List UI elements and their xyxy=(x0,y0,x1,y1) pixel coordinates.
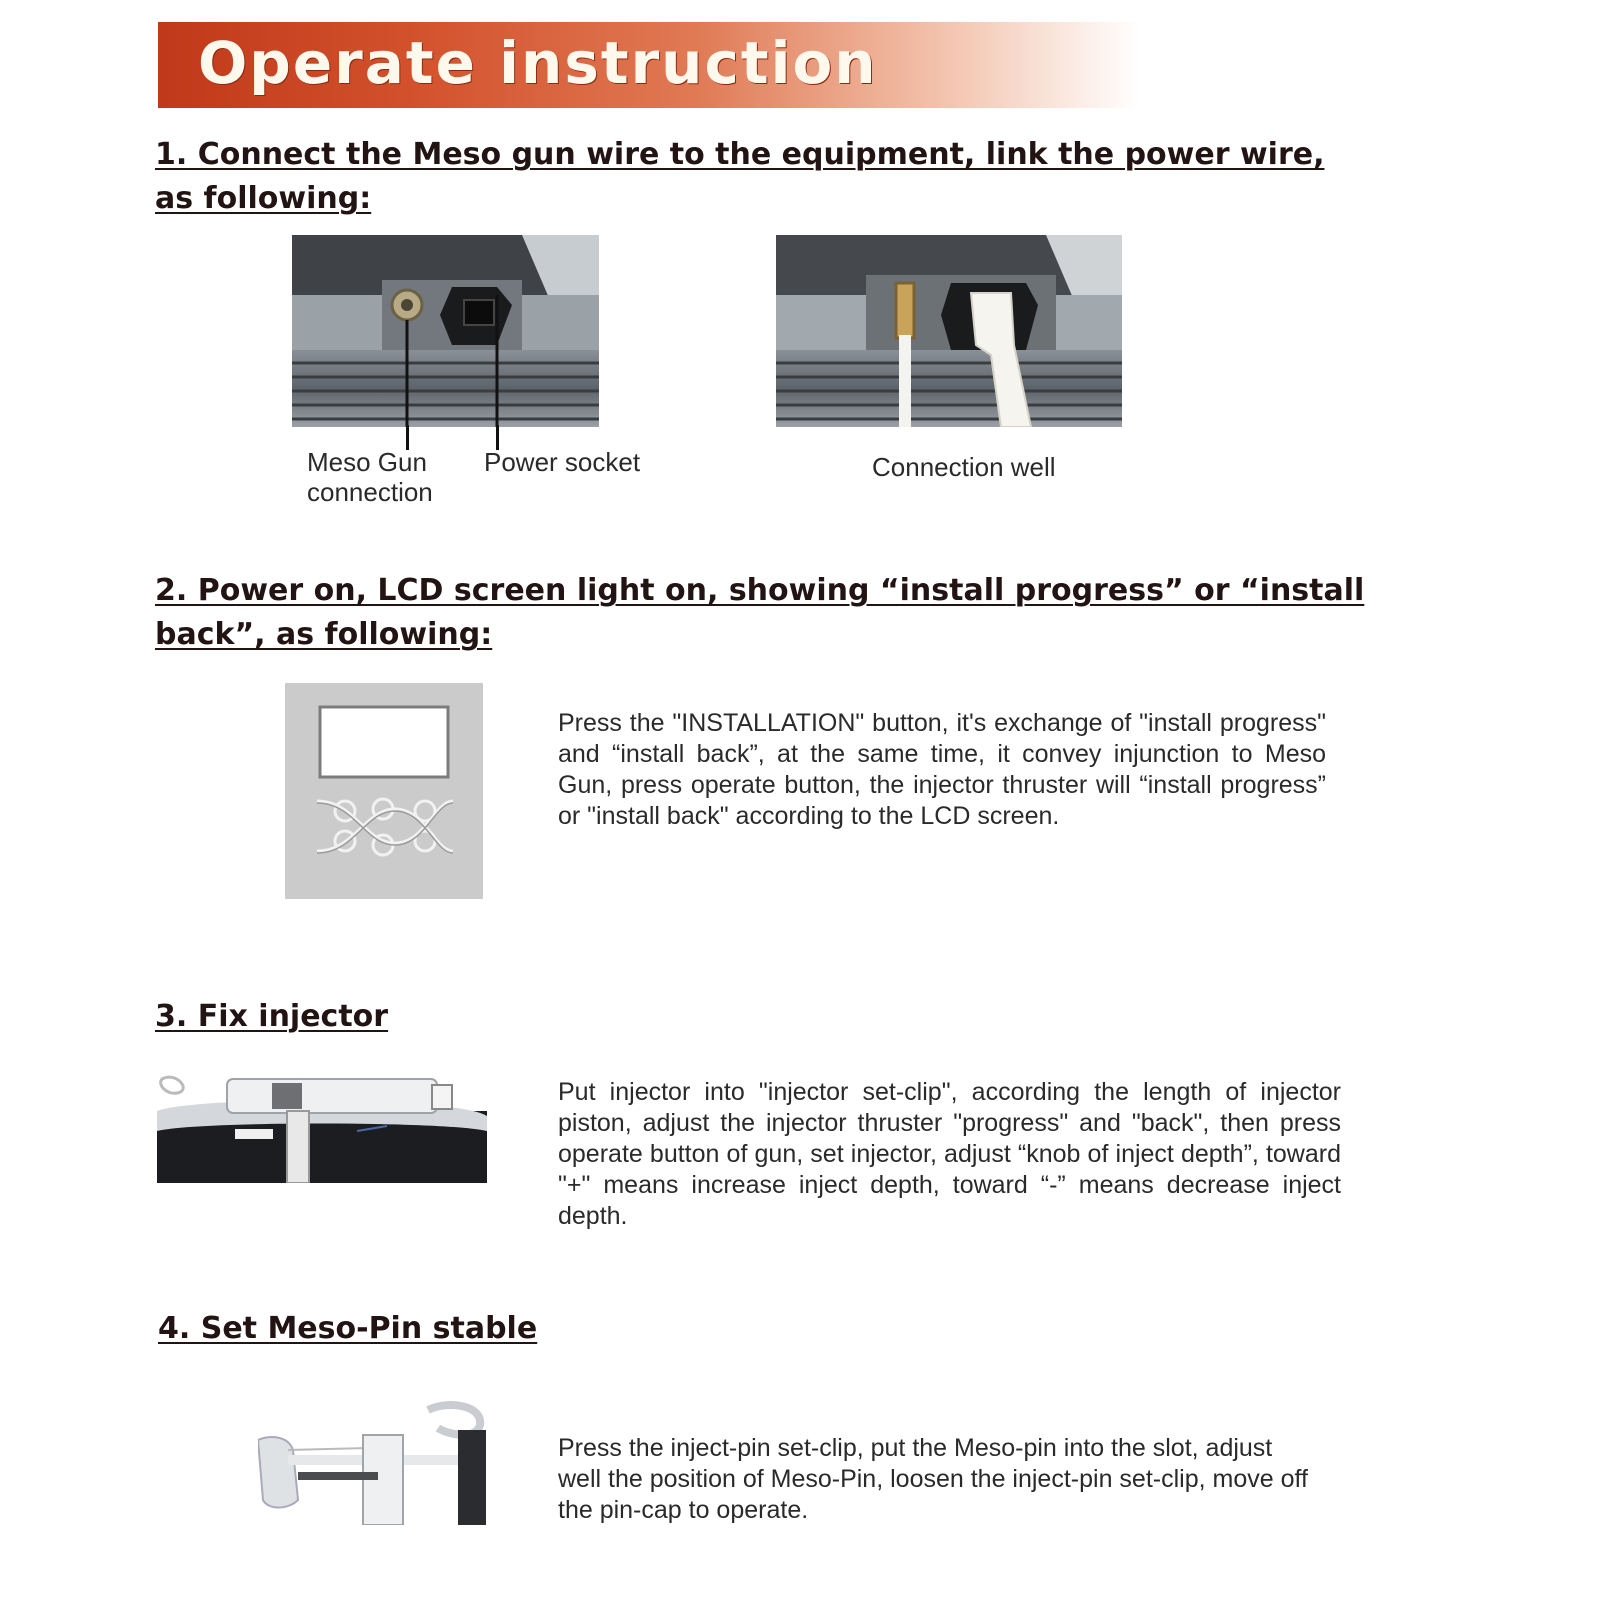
step2-heading-line2: back”, as following: xyxy=(155,617,493,652)
step1-heading-line1: 1. Connect the Meso gun wire to the equipment, link the power wire, xyxy=(155,137,1325,172)
injector-clip-photo xyxy=(157,1071,487,1183)
step2-description: Press the "INSTALLATION" button, it's exchange of "install progress" and “install back”, at the same time, it convey injunction to Meso Gun, press operate button, the injector thruster will “install progress” or "install back" according to the LCD screen. xyxy=(558,709,1326,830)
step2-heading xyxy=(155,569,1515,657)
page-title: Operate instruction xyxy=(198,29,878,97)
meso-gun-caption-line1: Meso Gun xyxy=(307,447,427,477)
step3-heading: 3. Fix injector xyxy=(155,999,389,1034)
equipment-ports-photo xyxy=(292,235,599,427)
meso-gun-caption-line2: connection xyxy=(307,477,433,507)
step4-description: Press the inject-pin set-clip, put the Meso-pin into the slot, adjust well the position of Meso-Pin, loosen the inject-pin set-clip, move off the pin-cap to operate. xyxy=(558,1434,1308,1524)
step3-description: Put injector into "injector set-clip", according the length of injector piston, adjust the injector thruster "progress" and "back", then press operate button of gun, set injector, adjust “knob of inject depth”, toward "+" means increase inject depth, toward “-” means decrease inject depth. xyxy=(558,1078,1341,1230)
meso-pin-clip-photo xyxy=(258,1400,486,1525)
step4-heading: 4. Set Meso-Pin stable xyxy=(158,1311,538,1346)
meso-gun-connection-caption xyxy=(307,447,433,507)
lcd-panel-illustration xyxy=(285,683,483,899)
title-banner xyxy=(158,22,1140,108)
step1-heading xyxy=(155,133,1475,221)
connection-well-caption: Connection well xyxy=(872,452,1056,482)
power-socket-caption: Power socket xyxy=(484,447,641,477)
step1-heading-line2: as following: xyxy=(155,181,372,216)
equipment-connected-photo xyxy=(776,235,1122,427)
step2-heading-line1: 2. Power on, LCD screen light on, showing “install progress” or “install xyxy=(155,573,1365,608)
